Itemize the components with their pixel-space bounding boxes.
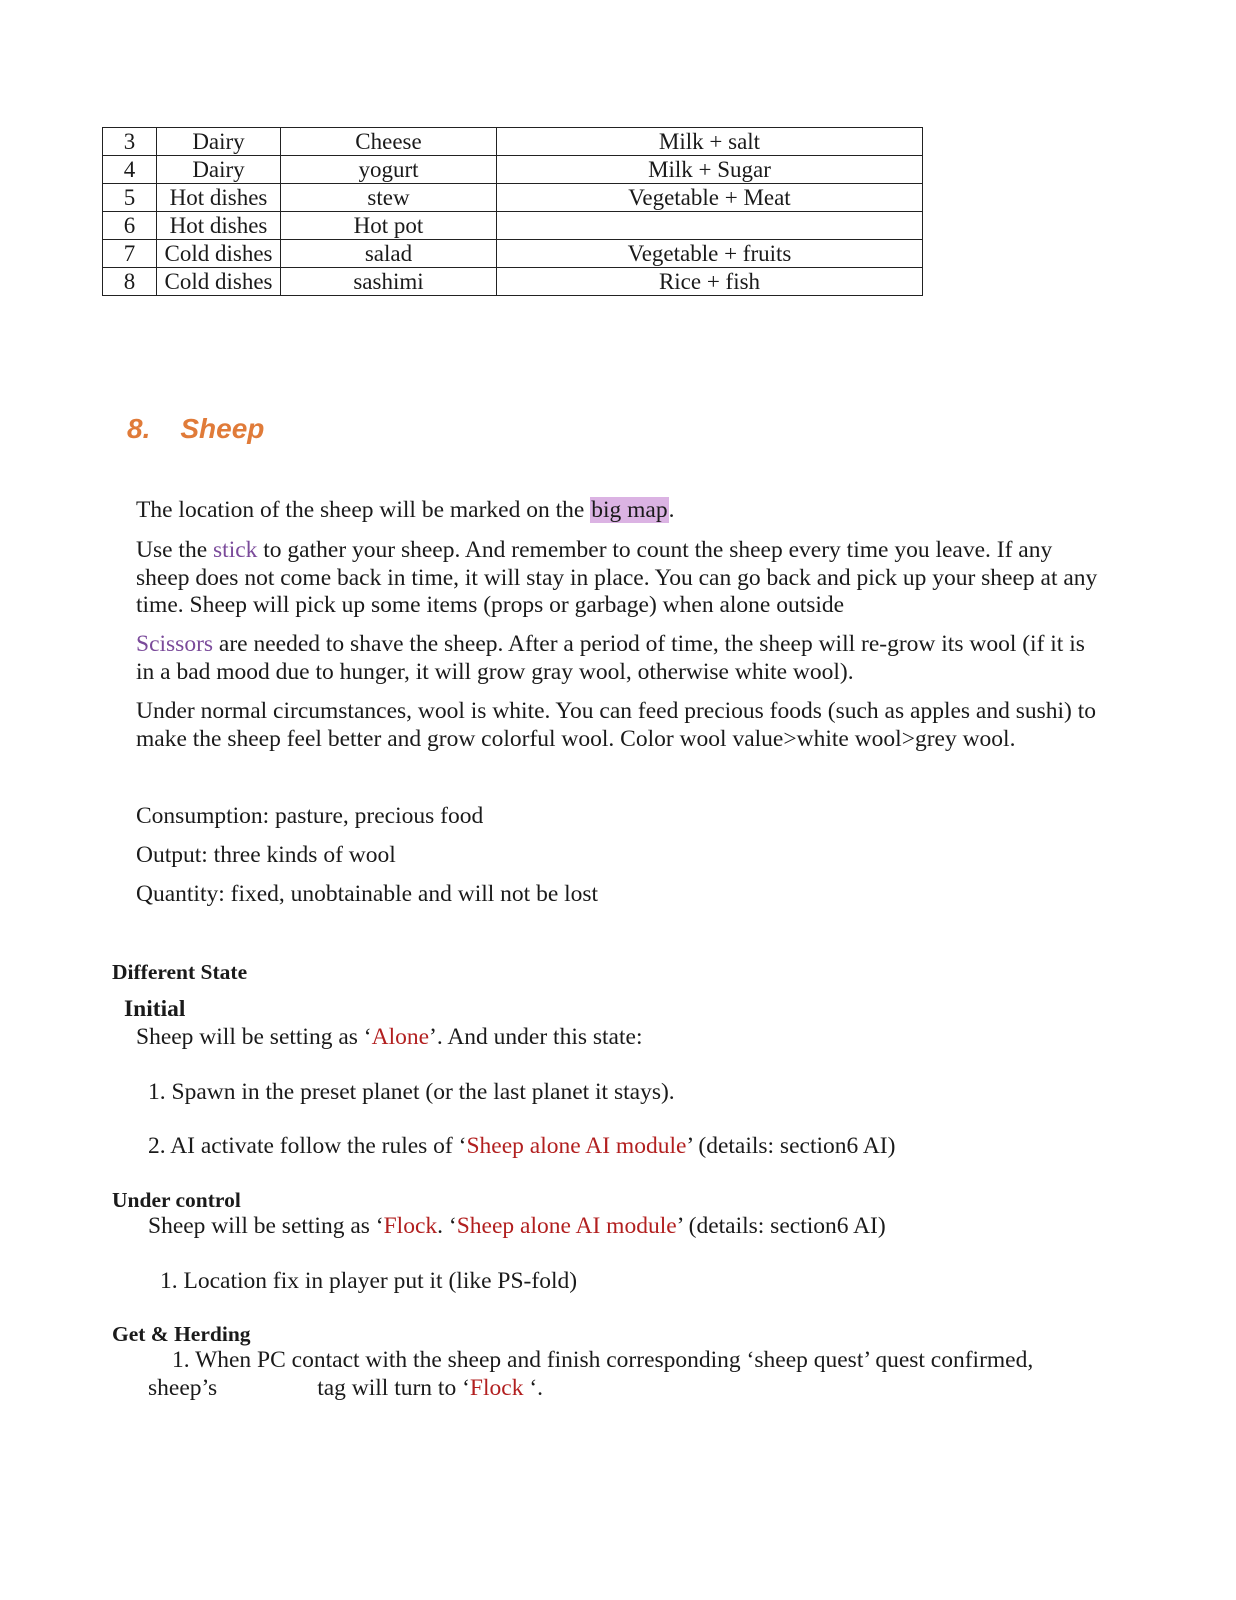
table-row [103,184,923,212]
food-table [102,127,923,296]
text: ’ (details: section6 AI) [686,1133,896,1159]
text: ’. And under this state: [429,1024,643,1050]
initial-item-2 [148,1133,1118,1161]
table-cell-num: 8 [103,268,157,296]
table-row [103,128,923,156]
term-stick: stick [213,537,258,563]
table-cell-recipe: Vegetable + fruits [497,240,923,268]
term-scissors: Scissors [136,631,214,657]
paragraph-location [136,497,1106,525]
stat-output: Output: three kinds of wool [136,842,396,868]
table-cell-dish: salad [281,240,497,268]
table-cell-category: Hot dishes [157,184,281,212]
table-cell-dish: Cheese [281,128,497,156]
text: . [668,497,675,523]
state-flock: Flock [383,1213,438,1239]
text: ’ (details: section6 AI) [676,1213,886,1239]
table-cell-category: Hot dishes [157,212,281,240]
table-row [103,240,923,268]
under-control-line [148,1213,1118,1241]
initial-line [136,1024,1106,1052]
table-cell-num: 7 [103,240,157,268]
state-alone: Alone [371,1024,430,1050]
table-cell-recipe: Rice + fish [497,268,923,296]
table-cell-recipe: Vegetable + Meat [497,184,923,212]
paragraph-stick [136,537,1106,620]
table-cell-num: 3 [103,128,157,156]
table-cell-category: Dairy [157,128,281,156]
table-cell-recipe: Milk + Sugar [497,156,923,184]
text: Sheep will be setting as ‘ [136,1024,372,1050]
text: . ‘ [437,1213,457,1239]
under-control-item-1: 1. Location fix in player put it (like PS-fold) [160,1268,578,1294]
text: tag will turn to ‘ [317,1375,470,1401]
table-cell-category: Dairy [157,156,281,184]
module-name: Sheep alone AI module [456,1213,677,1239]
text: The location of the sheep will be marked on the [136,497,591,523]
text: ‘. [523,1375,544,1401]
highlighted-term-big-map: big map [591,497,668,523]
table-cell-dish: yogurt [281,156,497,184]
heading-initial: Initial [124,996,186,1022]
paragraph-wool: Under normal circumstances, wool is white. You can feed precious foods (such as apples and sushi) to make the sheep feel better and grow colorful wool. Color wool value>white wool>grey wool. [136,698,1097,752]
section-title: Sheep [180,413,265,444]
text: are needed to shave the sheep. After a period of time, the sheep will re-grow its wool (if it is in a bad mood due to hunger, it will grow gray wool, otherwise white wool). [136,631,1085,685]
initial-item-1: 1. Spawn in the preset planet (or the last planet it stays). [148,1079,675,1105]
module-name: Sheep alone AI module [466,1133,687,1159]
text: Sheep will be setting as ‘ [148,1213,384,1239]
section-heading [127,413,264,445]
table-cell-recipe [497,212,923,240]
table-row [103,268,923,296]
paragraph-scissors [136,631,1106,686]
table-cell-num: 6 [103,212,157,240]
table-cell-num: 4 [103,156,157,184]
table-row [103,212,923,240]
table-row [103,156,923,184]
text: sheep’s [148,1375,218,1401]
section-number: 8. [127,413,151,444]
table-cell-num: 5 [103,184,157,212]
table-cell-dish: sashimi [281,268,497,296]
table-cell-category: Cold dishes [157,268,281,296]
heading-different-state: Different State [112,960,248,984]
state-flock: Flock [469,1375,524,1401]
herding-line-1: 1. When PC contact with the sheep and finish corresponding ‘sheep quest’ quest confirmed, [172,1347,1034,1373]
table-cell-dish: stew [281,184,497,212]
heading-under-control: Under control [112,1188,241,1212]
table-cell-category: Cold dishes [157,240,281,268]
text: 2. AI activate follow the rules of ‘ [148,1133,467,1159]
stat-consumption: Consumption: pasture, precious food [136,803,484,829]
heading-get-herding: Get & Herding [112,1322,251,1346]
herding-line-2 [148,1375,1118,1403]
stat-quantity: Quantity: fixed, unobtainable and will not be lost [136,881,599,907]
text: Use the [136,537,214,563]
text: to gather your sheep. And remember to count the sheep every time you leave. If any sheep does not come back in time, it will stay in place. You can go back and pick up your sheep at any time. Sheep will pick up some items (props or garbage) when alone outside [136,537,1098,618]
table-cell-dish: Hot pot [281,212,497,240]
table-cell-recipe: Milk + salt [497,128,923,156]
